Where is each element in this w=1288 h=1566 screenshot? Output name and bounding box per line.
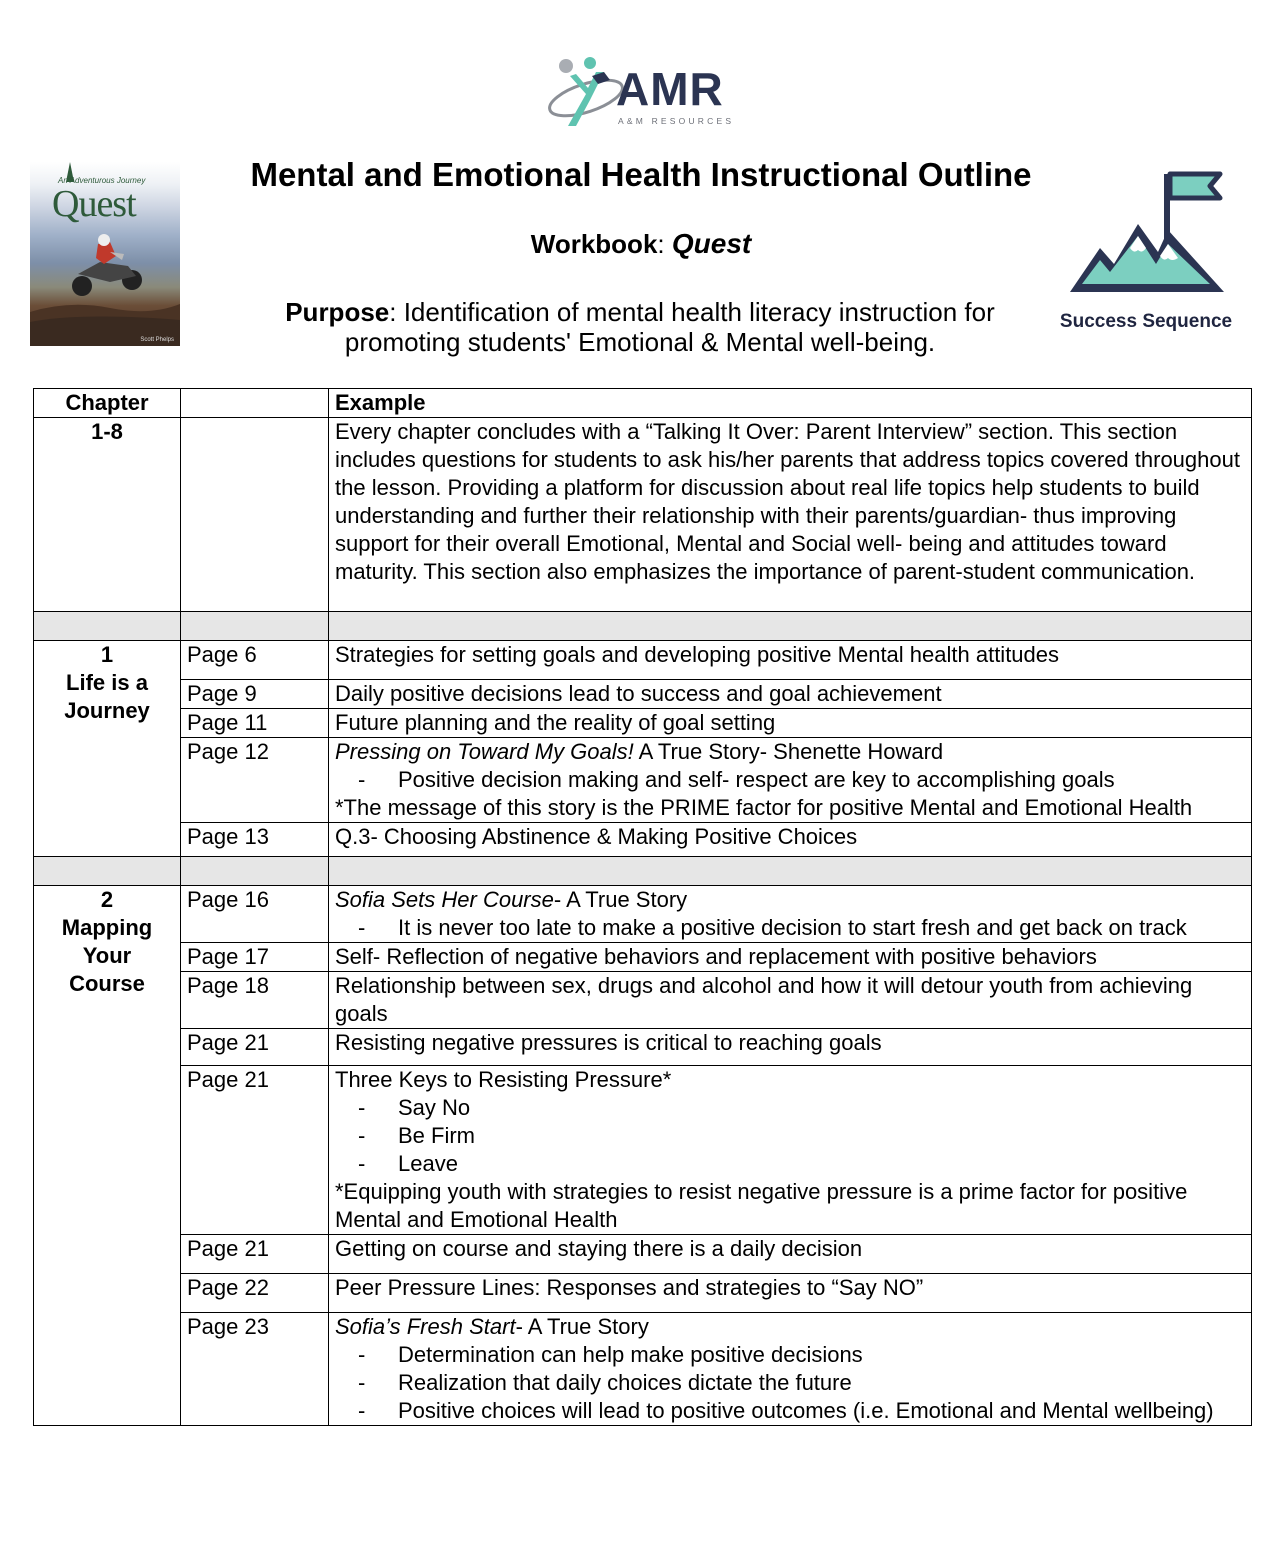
bullet-item	[335, 914, 1245, 942]
bullet-text: Positive choices will lead to positive outcomes (i.e. Emotional and Mental wellbeing)	[398, 1398, 1214, 1423]
example-cell: Relationship between sex, drugs and alcohol and how it will detour youth from achieving goals	[329, 972, 1252, 1029]
bullet-dash: -	[358, 915, 366, 940]
bullet-item	[335, 1094, 1245, 1122]
success-sequence-badge	[1048, 168, 1248, 340]
cover-author: Scott Phelps	[140, 337, 174, 343]
story-subtitle: - A True Story	[553, 887, 688, 912]
example-cell: Future planning and the reality of goal setting	[329, 709, 1252, 738]
bullet-item	[335, 1397, 1245, 1425]
page-cell: Page 21	[181, 1235, 329, 1274]
page-cell: Page 17	[181, 943, 329, 972]
example-cell	[329, 886, 1252, 943]
example-cell: Q.3- Choosing Abstinence & Making Positive Choices	[329, 823, 1252, 857]
story-line	[335, 738, 1245, 766]
success-sequence-label: Success Sequence	[1059, 311, 1233, 332]
amr-logo	[546, 54, 746, 132]
workbook-value: Quest	[671, 228, 752, 259]
table-row	[34, 1274, 1252, 1313]
bullet-dash: -	[358, 1123, 366, 1148]
bullet-text: Realization that daily choices dictate the future	[398, 1370, 852, 1395]
page-cell: Page 13	[181, 823, 329, 857]
logo-wordmark: AMR	[616, 63, 724, 115]
example-cell: Resisting negative pressures is critical to reaching goals	[329, 1029, 1252, 1066]
page-cell	[181, 418, 329, 612]
bullet-dash: -	[358, 1095, 366, 1120]
header-page	[181, 389, 329, 418]
header-chapter: Chapter	[34, 389, 181, 418]
bullet-item	[335, 1150, 1245, 1178]
bullet-dash: -	[358, 1342, 366, 1367]
bullet-text: Positive decision making and self- respect are key to accomplishing goals	[398, 767, 1115, 792]
page-cell: Page 6	[181, 641, 329, 680]
table-row	[34, 823, 1252, 857]
bullet-text: Say No	[398, 1095, 471, 1120]
bullet-dash: -	[358, 1151, 366, 1176]
page-cell: Page 21	[181, 1029, 329, 1066]
table-row	[34, 1235, 1252, 1274]
table-row	[34, 738, 1252, 823]
bullet-dash: -	[358, 767, 366, 792]
bullet-item	[335, 766, 1245, 794]
table-header-row	[34, 389, 1252, 418]
chapter-cell	[34, 886, 181, 1426]
table-row	[34, 943, 1252, 972]
story-subtitle: - A True Story	[515, 1314, 649, 1339]
chapter-cell: 1-8	[34, 418, 181, 612]
page-cell: Page 9	[181, 680, 329, 709]
story-title: Sofia’s Fresh Start	[335, 1314, 516, 1339]
page-title: Mental and Emotional Health Instructional Outline	[250, 156, 1032, 193]
bullet-text: Leave	[398, 1151, 458, 1176]
chapter-number: 1	[100, 642, 114, 667]
page-cell: Page 11	[181, 709, 329, 738]
outline-table	[33, 388, 1252, 1426]
example-cell: Daily positive decisions lead to success and goal achievement	[329, 680, 1252, 709]
story-line	[335, 886, 1245, 914]
story-note: *The message of this story is the PRIME factor for positive Mental and Emotional Health	[335, 795, 1193, 820]
page-cell: Page 21	[181, 1066, 329, 1235]
table-row	[34, 1066, 1252, 1235]
amr-figure-icon	[546, 54, 626, 132]
table-row	[34, 418, 1252, 612]
example-cell: Self- Reflection of negative behaviors and replacement with positive behaviors	[329, 943, 1252, 972]
story-line	[335, 1313, 1245, 1341]
table-row	[34, 680, 1252, 709]
table-row	[34, 709, 1252, 738]
table-row	[34, 641, 1252, 680]
workbook-separator: :	[657, 229, 672, 259]
cover-title: Quest	[52, 183, 136, 225]
separator-row	[34, 857, 1252, 886]
example-cell: Getting on course and staying there is a daily decision	[329, 1235, 1252, 1274]
mountain-flag-icon	[1048, 168, 1248, 308]
purpose-label: Purpose	[285, 297, 390, 327]
story-title: Sofia Sets Her Course	[335, 887, 554, 912]
header-example: Example	[329, 389, 1252, 418]
example-cell	[329, 1066, 1252, 1235]
table-row	[34, 1029, 1252, 1066]
table-row	[34, 1313, 1252, 1426]
separator-row	[34, 612, 1252, 641]
example-cell	[329, 1313, 1252, 1426]
story-title: Pressing on Toward My Goals!	[335, 739, 634, 764]
bullet-text: Be Firm	[398, 1123, 475, 1148]
bullet-dash: -	[358, 1370, 366, 1395]
bullet-dash: -	[358, 1398, 366, 1423]
page-cell: Page 23	[181, 1313, 329, 1426]
bullet-text: Determination can help make positive decisions	[398, 1342, 863, 1367]
bullet-item	[335, 1122, 1245, 1150]
page-cell: Page 22	[181, 1274, 329, 1313]
example-cell	[329, 738, 1252, 823]
chapter-name-line: Mapping	[61, 915, 153, 940]
table-row	[34, 972, 1252, 1029]
page-cell: Page 12	[181, 738, 329, 823]
chapter-name-line: Course	[69, 971, 145, 996]
workbook-label: Workbook	[530, 229, 658, 259]
page-cell: Page 16	[181, 886, 329, 943]
story-subtitle: A True Story- Shenette Howard	[633, 739, 944, 764]
bullet-item	[335, 1341, 1245, 1369]
table-row	[34, 886, 1252, 943]
keys-heading: Three Keys to Resisting Pressure*	[335, 1067, 672, 1092]
bullet-text: It is never too late to make a positive decision to start fresh and get back on track	[398, 915, 1187, 940]
chapter-number: 2	[100, 887, 114, 912]
page-cell: Page 18	[181, 972, 329, 1029]
chapter-name: Life is a Journey	[64, 670, 150, 723]
example-cell: Every chapter concludes with a “Talking It Over: Parent Interview” section. This section includes questions for students to ask his/her parents that address topics covered throughout the lesson. Providing a platform for discussion about real life topics help students to build understanding and further their relationship with their parents/guardian- thus improving support for their overall Emotional, Mental and Social well- being and attitudes toward maturity. This section also emphasizes the importance of parent-student communication.	[329, 418, 1252, 612]
logo-subtitle: A&M RESOURCES	[618, 116, 735, 126]
purpose-text: : Identification of mental health literacy instruction for promoting students' Emotional & Mental well-being.	[344, 297, 995, 357]
example-cell: Strategies for setting goals and developing positive Mental health attitudes	[329, 641, 1252, 680]
purpose-statement	[240, 297, 1040, 357]
example-cell: Peer Pressure Lines: Responses and strategies to “Say NO”	[329, 1274, 1252, 1313]
keys-note: *Equipping youth with strategies to resist negative pressure is a prime factor for positive Mental and Emotional Health	[335, 1179, 1188, 1232]
bullet-item	[335, 1369, 1245, 1397]
chapter-name-line: Your	[82, 943, 132, 968]
chapter-cell	[34, 641, 181, 857]
cover-subtitle: An Adventurous Journey	[58, 176, 146, 185]
